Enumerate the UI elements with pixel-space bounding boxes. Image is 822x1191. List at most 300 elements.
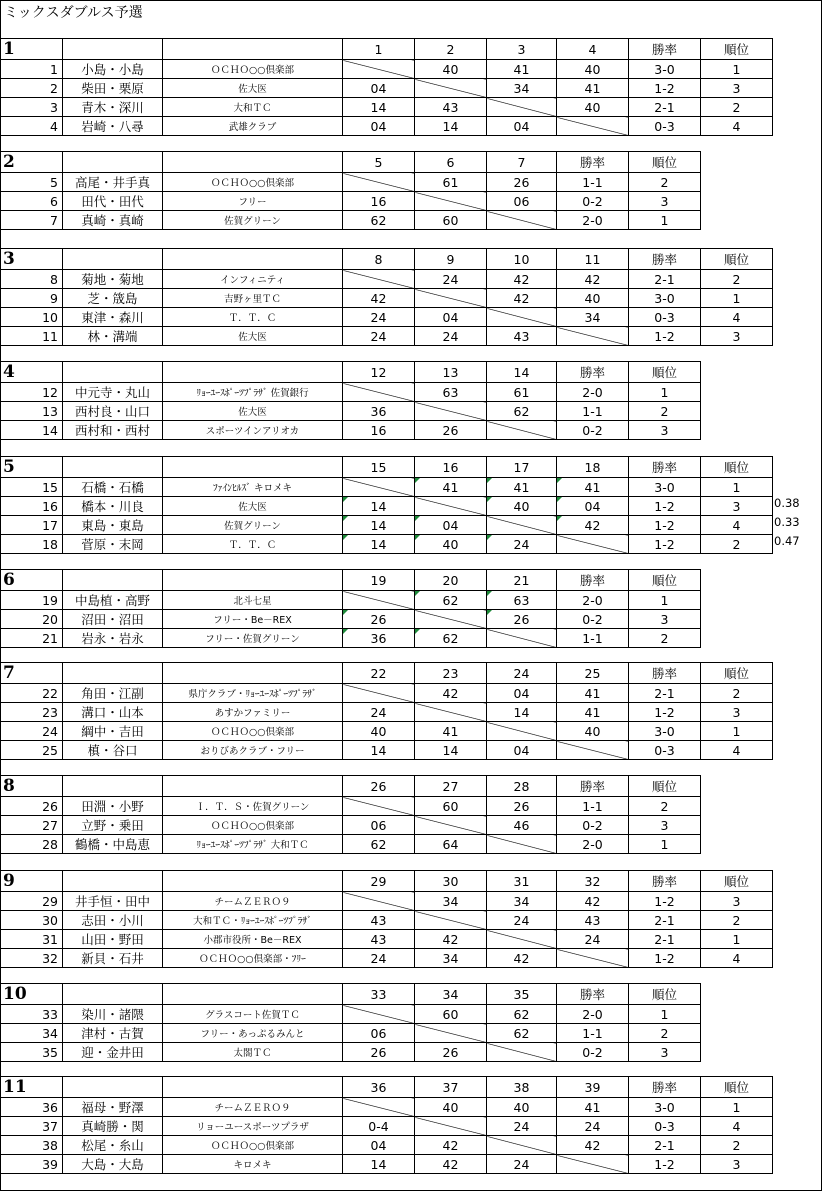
self-match-cell — [343, 797, 415, 816]
score-cell: 62 — [487, 1005, 557, 1024]
opponent-col-header: 15 — [343, 457, 415, 478]
player-pair: 志田・小川 — [63, 911, 163, 930]
club-name: フリー・Be－REX — [163, 610, 343, 629]
player-number: 30 — [1, 911, 63, 930]
opponent-col-header: 23 — [415, 663, 487, 684]
player-pair: 井手恒・田中 — [63, 892, 163, 911]
score-cell: 43 — [415, 98, 487, 117]
winrate-cell: 2-1 — [629, 684, 701, 703]
self-match-cell — [557, 327, 629, 346]
score-cell: 04 — [487, 741, 557, 760]
player-number: 9 — [1, 289, 63, 308]
player-number: 28 — [1, 835, 63, 854]
player-pair: 青木・深川 — [63, 98, 163, 117]
score-cell: 14 — [487, 703, 557, 722]
score-cell: 40 — [557, 722, 629, 741]
player-pair: 菊地・菊地 — [63, 270, 163, 289]
rank-cell: 2 — [629, 1024, 701, 1043]
club-name: ＯＣＨＯ○○倶楽部 — [163, 816, 343, 835]
winrate-cell: 0-3 — [629, 1117, 701, 1136]
tiebreak-ratio: 0.47 — [774, 534, 800, 548]
score-cell: 36 — [343, 629, 415, 648]
self-match-cell — [415, 402, 487, 421]
group-number: 3 — [1, 249, 63, 270]
score-cell: 41 — [557, 79, 629, 98]
table-row — [1, 1136, 773, 1155]
group-8 — [0, 775, 701, 854]
group-10 — [0, 983, 701, 1062]
score-cell: 34 — [487, 79, 557, 98]
score-cell: 40 — [557, 60, 629, 79]
player-pair: 真崎・真崎 — [63, 211, 163, 230]
self-match-cell — [415, 192, 487, 211]
opponent-col-header: 29 — [343, 871, 415, 892]
score-cell: 43 — [343, 911, 415, 930]
header-blank — [63, 249, 163, 270]
score-cell: 14 — [343, 516, 415, 535]
self-match-cell — [557, 117, 629, 136]
score-cell: 24 — [487, 911, 557, 930]
header-blank — [63, 871, 163, 892]
group-4 — [0, 361, 701, 440]
winrate-cell: 2-1 — [629, 270, 701, 289]
winrate-cell: 2-1 — [629, 98, 701, 117]
rank-header: 順位 — [629, 984, 701, 1005]
table-row — [1, 270, 773, 289]
self-match-cell — [487, 930, 557, 949]
club-name: ＯＣＨＯ○○倶楽部 — [163, 60, 343, 79]
group-table — [0, 151, 701, 230]
winrate-cell: 2-1 — [629, 911, 701, 930]
club-name: フリー・あっぷるみんと — [163, 1024, 343, 1043]
score-cell: 40 — [343, 722, 415, 741]
score-cell: 24 — [343, 308, 415, 327]
rank-cell: 3 — [629, 421, 701, 440]
winrate-header: 勝率 — [629, 663, 701, 684]
group-table — [0, 38, 773, 136]
group-5 — [0, 456, 773, 554]
winrate-header: 勝率 — [557, 152, 629, 173]
winrate-cell: 0-2 — [557, 610, 629, 629]
player-pair: 柴田・栗原 — [63, 79, 163, 98]
player-number: 23 — [1, 703, 63, 722]
club-name: キロメキ — [163, 1155, 343, 1174]
self-match-cell — [415, 497, 487, 516]
score-cell: 46 — [487, 816, 557, 835]
club-name: グラスコート佐賀ＴＣ — [163, 1005, 343, 1024]
opponent-col-header: 19 — [343, 570, 415, 591]
group-2 — [0, 151, 701, 230]
table-row — [1, 722, 773, 741]
group-number: 1 — [1, 39, 63, 60]
score-cell: 0-4 — [343, 1117, 415, 1136]
score-cell: 42 — [557, 270, 629, 289]
rank-cell: 2 — [701, 684, 773, 703]
club-name: スポーツインアリオカ — [163, 421, 343, 440]
player-number: 16 — [1, 497, 63, 516]
opponent-col-header: 24 — [487, 663, 557, 684]
player-pair: 大島・大島 — [63, 1155, 163, 1174]
score-cell: 14 — [343, 535, 415, 554]
score-cell: 04 — [557, 497, 629, 516]
winrate-cell: 2-0 — [557, 211, 629, 230]
self-match-cell — [487, 1136, 557, 1155]
table-row — [1, 1117, 773, 1136]
winrate-header: 勝率 — [629, 1077, 701, 1098]
player-pair: 西村和・西村 — [63, 421, 163, 440]
score-cell: 04 — [415, 308, 487, 327]
header-blank — [63, 776, 163, 797]
opponent-col-header: 12 — [343, 362, 415, 383]
club-name: チームＺＥＲＯ９ — [163, 892, 343, 911]
score-cell: 24 — [487, 1117, 557, 1136]
score-cell: 42 — [557, 516, 629, 535]
group-table — [0, 361, 701, 440]
score-cell: 40 — [557, 289, 629, 308]
group-number: 2 — [1, 152, 63, 173]
player-pair: 菅原・末岡 — [63, 535, 163, 554]
rank-cell: 1 — [629, 211, 701, 230]
group-11 — [0, 1076, 773, 1174]
score-cell: 26 — [343, 610, 415, 629]
header-blank — [163, 776, 343, 797]
opponent-col-header: 1 — [343, 39, 415, 60]
player-pair: 綱中・吉田 — [63, 722, 163, 741]
opponent-col-header: 11 — [557, 249, 629, 270]
score-cell: 62 — [487, 1024, 557, 1043]
winrate-cell: 1-2 — [629, 949, 701, 968]
player-number: 11 — [1, 327, 63, 346]
self-match-cell — [415, 1024, 487, 1043]
winrate-cell: 0-2 — [557, 421, 629, 440]
winrate-cell: 1-1 — [557, 797, 629, 816]
player-pair: 新貝・石井 — [63, 949, 163, 968]
rank-cell: 1 — [701, 722, 773, 741]
score-cell: 43 — [487, 327, 557, 346]
player-number: 12 — [1, 383, 63, 402]
player-number: 10 — [1, 308, 63, 327]
table-row — [1, 60, 773, 79]
winrate-cell: 2-0 — [557, 1005, 629, 1024]
header-blank — [63, 152, 163, 173]
group-number: 6 — [1, 570, 63, 591]
self-match-cell — [343, 478, 415, 497]
opponent-col-header: 6 — [415, 152, 487, 173]
score-cell: 40 — [557, 98, 629, 117]
club-name: Ｔ．Ｔ．Ｃ — [163, 535, 343, 554]
score-cell: 14 — [343, 741, 415, 760]
player-pair: 東津・森川 — [63, 308, 163, 327]
opponent-col-header: 33 — [343, 984, 415, 1005]
club-name: ﾘｮｰﾕｰｽﾎﾟｰﾂﾌﾟﾗｻﾞ 大和ＴＣ — [163, 835, 343, 854]
score-cell: 42 — [557, 1136, 629, 1155]
score-cell: 42 — [487, 270, 557, 289]
player-pair: 林・溝端 — [63, 327, 163, 346]
table-row — [1, 516, 773, 535]
player-pair: 田淵・小野 — [63, 797, 163, 816]
score-cell: 04 — [415, 516, 487, 535]
opponent-col-header: 37 — [415, 1077, 487, 1098]
score-cell: 26 — [487, 173, 557, 192]
winrate-cell: 1-1 — [557, 173, 629, 192]
player-number: 15 — [1, 478, 63, 497]
group-1 — [0, 38, 773, 136]
self-match-cell — [415, 1117, 487, 1136]
score-cell: 26 — [415, 421, 487, 440]
score-cell: 36 — [343, 402, 415, 421]
score-cell: 24 — [343, 327, 415, 346]
rank-header: 順位 — [629, 776, 701, 797]
header-blank — [163, 39, 343, 60]
winrate-cell: 2-1 — [629, 930, 701, 949]
rank-cell: 3 — [701, 892, 773, 911]
player-number: 13 — [1, 402, 63, 421]
score-cell: 60 — [415, 1005, 487, 1024]
score-cell: 62 — [343, 835, 415, 854]
player-pair: 西村良・山口 — [63, 402, 163, 421]
rank-cell: 3 — [701, 497, 773, 516]
table-row — [1, 703, 773, 722]
table-row — [1, 289, 773, 308]
player-number: 26 — [1, 797, 63, 816]
group-number: 8 — [1, 776, 63, 797]
opponent-col-header: 38 — [487, 1077, 557, 1098]
rank-cell: 4 — [701, 117, 773, 136]
score-cell: 26 — [415, 1043, 487, 1062]
player-pair: 福母・野澤 — [63, 1098, 163, 1117]
opponent-col-header: 26 — [343, 776, 415, 797]
player-pair: 津村・古賀 — [63, 1024, 163, 1043]
rank-cell: 3 — [629, 1043, 701, 1062]
club-name: おりびあクラブ・フリー — [163, 741, 343, 760]
club-name: 佐賀グリーン — [163, 516, 343, 535]
club-name: ＯＣＨＯ○○倶楽部 — [163, 1136, 343, 1155]
header-blank — [163, 663, 343, 684]
winrate-header: 勝率 — [629, 249, 701, 270]
club-name: ＯＣＨＯ○○倶楽部 — [163, 173, 343, 192]
score-cell: 41 — [557, 703, 629, 722]
rank-cell: 3 — [701, 79, 773, 98]
rank-cell: 2 — [629, 797, 701, 816]
self-match-cell — [415, 79, 487, 98]
table-row — [1, 478, 773, 497]
winrate-cell: 0-2 — [557, 1043, 629, 1062]
club-name: チームＺＥＲＯ９ — [163, 1098, 343, 1117]
player-number: 6 — [1, 192, 63, 211]
club-name: ﾌｧｲﾝﾋﾙｽﾞ キロメキ — [163, 478, 343, 497]
opponent-col-header: 13 — [415, 362, 487, 383]
player-number: 14 — [1, 421, 63, 440]
club-name: フリー・佐賀グリーン — [163, 629, 343, 648]
rank-cell: 1 — [629, 383, 701, 402]
table-row — [1, 308, 773, 327]
opponent-col-header: 4 — [557, 39, 629, 60]
rank-cell: 2 — [629, 629, 701, 648]
player-number: 35 — [1, 1043, 63, 1062]
player-pair: 中元寺・丸山 — [63, 383, 163, 402]
header-blank — [63, 663, 163, 684]
group-table — [0, 662, 773, 760]
player-pair: 沼田・沼田 — [63, 610, 163, 629]
header-blank — [163, 249, 343, 270]
table-row — [1, 383, 701, 402]
winrate-cell: 1-2 — [629, 703, 701, 722]
table-row — [1, 835, 701, 854]
rank-cell: 2 — [701, 98, 773, 117]
table-row — [1, 1043, 701, 1062]
score-cell: 63 — [415, 383, 487, 402]
self-match-cell — [487, 835, 557, 854]
opponent-col-header: 27 — [415, 776, 487, 797]
club-name: Ｔ．Ｔ．Ｃ — [163, 308, 343, 327]
player-pair: 角田・江副 — [63, 684, 163, 703]
table-row — [1, 79, 773, 98]
rank-cell: 2 — [701, 911, 773, 930]
opponent-col-header: 16 — [415, 457, 487, 478]
score-cell: 61 — [415, 173, 487, 192]
player-pair: 迎・金井田 — [63, 1043, 163, 1062]
player-number: 4 — [1, 117, 63, 136]
self-match-cell — [343, 1005, 415, 1024]
group-table — [0, 248, 773, 346]
club-name: リョーユースポーツプラザ — [163, 1117, 343, 1136]
score-cell: 24 — [557, 930, 629, 949]
group-table — [0, 1076, 773, 1174]
winrate-cell: 1-1 — [557, 629, 629, 648]
score-cell: 14 — [343, 98, 415, 117]
score-cell: 16 — [343, 192, 415, 211]
table-row — [1, 816, 701, 835]
table-row — [1, 892, 773, 911]
club-name: 佐大医 — [163, 79, 343, 98]
rank-header: 順位 — [629, 362, 701, 383]
winrate-cell: 3-0 — [629, 289, 701, 308]
score-cell: 42 — [487, 949, 557, 968]
group-table — [0, 775, 701, 854]
club-name: ﾘｮｰﾕｰｽﾎﾟｰﾂﾌﾟﾗｻﾞ 佐賀銀行 — [163, 383, 343, 402]
opponent-col-header: 9 — [415, 249, 487, 270]
winrate-cell: 1-2 — [629, 892, 701, 911]
player-pair: 中島植・高野 — [63, 591, 163, 610]
score-cell: 42 — [415, 684, 487, 703]
player-number: 33 — [1, 1005, 63, 1024]
score-cell: 24 — [487, 535, 557, 554]
score-cell: 43 — [343, 930, 415, 949]
table-row — [1, 911, 773, 930]
rank-cell: 3 — [629, 610, 701, 629]
self-match-cell — [343, 60, 415, 79]
score-cell: 24 — [487, 1155, 557, 1174]
player-number: 2 — [1, 79, 63, 98]
header-blank — [163, 984, 343, 1005]
score-cell: 61 — [487, 383, 557, 402]
opponent-col-header: 35 — [487, 984, 557, 1005]
score-cell: 34 — [557, 308, 629, 327]
score-cell: 41 — [487, 478, 557, 497]
player-number: 37 — [1, 1117, 63, 1136]
table-row — [1, 117, 773, 136]
score-cell: 41 — [557, 1098, 629, 1117]
header-blank — [163, 871, 343, 892]
player-number: 5 — [1, 173, 63, 192]
rank-header: 順位 — [701, 39, 773, 60]
rank-cell: 1 — [701, 1098, 773, 1117]
score-cell: 34 — [487, 892, 557, 911]
player-pair: 岩崎・八尋 — [63, 117, 163, 136]
table-row — [1, 629, 701, 648]
rank-cell: 4 — [701, 516, 773, 535]
header-blank — [63, 570, 163, 591]
score-cell: 14 — [415, 117, 487, 136]
self-match-cell — [343, 892, 415, 911]
opponent-col-header: 36 — [343, 1077, 415, 1098]
winrate-cell: 0-2 — [557, 816, 629, 835]
winrate-cell: 1-2 — [629, 535, 701, 554]
score-cell: 40 — [415, 1098, 487, 1117]
rank-cell: 4 — [701, 949, 773, 968]
self-match-cell — [415, 911, 487, 930]
player-number: 7 — [1, 211, 63, 230]
winrate-header: 勝率 — [629, 871, 701, 892]
score-cell: 42 — [343, 289, 415, 308]
rank-cell: 1 — [701, 60, 773, 79]
rank-cell: 1 — [629, 591, 701, 610]
score-cell: 40 — [487, 497, 557, 516]
rank-header: 順位 — [701, 1077, 773, 1098]
rank-cell: 2 — [701, 1136, 773, 1155]
self-match-cell — [487, 516, 557, 535]
score-cell: 40 — [487, 1098, 557, 1117]
opponent-col-header: 10 — [487, 249, 557, 270]
score-cell: 24 — [557, 1117, 629, 1136]
opponent-col-header: 18 — [557, 457, 629, 478]
player-number: 36 — [1, 1098, 63, 1117]
group-number: 10 — [1, 984, 63, 1005]
score-cell: 41 — [415, 722, 487, 741]
winrate-header: 勝率 — [629, 39, 701, 60]
rank-cell: 3 — [629, 816, 701, 835]
winrate-cell: 0-3 — [629, 741, 701, 760]
score-cell: 42 — [415, 930, 487, 949]
group-table — [0, 569, 701, 648]
opponent-col-header: 2 — [415, 39, 487, 60]
player-pair: 岩永・岩永 — [63, 629, 163, 648]
player-number: 1 — [1, 60, 63, 79]
score-cell: 14 — [415, 741, 487, 760]
player-number: 32 — [1, 949, 63, 968]
winrate-header: 勝率 — [557, 984, 629, 1005]
table-row — [1, 684, 773, 703]
club-name: 吉野ヶ里ＴＣ — [163, 289, 343, 308]
opponent-col-header: 8 — [343, 249, 415, 270]
table-row — [1, 610, 701, 629]
player-number: 38 — [1, 1136, 63, 1155]
score-cell: 42 — [415, 1136, 487, 1155]
opponent-col-header: 31 — [487, 871, 557, 892]
rank-header: 順位 — [701, 457, 773, 478]
table-row — [1, 402, 701, 421]
club-name: 佐大医 — [163, 327, 343, 346]
group-table — [0, 870, 773, 968]
player-number: 20 — [1, 610, 63, 629]
table-row — [1, 535, 773, 554]
group-6 — [0, 569, 701, 648]
score-cell: 42 — [557, 892, 629, 911]
page-title: ミックスダブルス予選 — [4, 5, 143, 21]
opponent-col-header: 7 — [487, 152, 557, 173]
rank-cell: 4 — [701, 741, 773, 760]
player-pair: 松尾・糸山 — [63, 1136, 163, 1155]
